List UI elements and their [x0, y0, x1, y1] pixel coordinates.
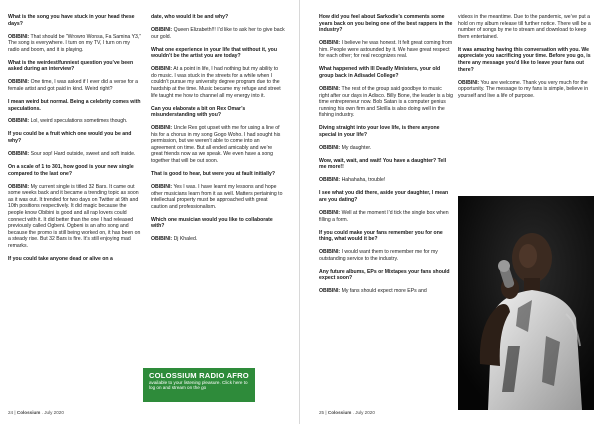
left-column-1 — [8, 14, 142, 269]
answer-text: You are welcome. Thank you very much for the opportunity. The message to my fans is simple, believe in yourself and live a life of purpose. — [458, 79, 589, 99]
speaker-label: OBIBINI: — [8, 118, 30, 125]
interview-answer — [319, 86, 453, 119]
speaker-label: OBIBINI: — [8, 79, 30, 86]
speaker-label: OBIBINI: — [458, 79, 480, 86]
interview-answer — [319, 145, 453, 152]
interview-question: What happened with Ill Deadly Ministers, your old group back in Adisadel College? — [319, 66, 441, 79]
speaker-label: OBIBINI: — [319, 249, 341, 256]
interview-question: Diving straight into your love life, is there anyone special in your life? — [319, 125, 440, 138]
page-number: 25 — [319, 410, 325, 415]
answer-text: Hahahaha, trouble! — [340, 177, 386, 184]
speaker-label: OBIBINI: — [8, 33, 30, 40]
interview-answer — [8, 34, 142, 54]
interview-answer — [319, 40, 453, 60]
interview-question: What is the weirdest/funniest question you’ve been asked during an interview? — [8, 59, 134, 73]
answer-text: Lol, weird speculations sometimes though. — [29, 118, 128, 125]
right-page — [300, 0, 600, 424]
interview-question: I mean weird but normal. Being a celebrity comes with speculations. — [8, 98, 141, 112]
interview-answer — [151, 184, 285, 210]
magazine-name: Colossium — [327, 410, 352, 415]
interview-question: If you could take anyone dead or alive on a — [8, 255, 113, 262]
interview-question: It was amazing having this conversation with you. We appreciate you sacrificing your time. Before you go, is there any message you’d like to leave your fans out there? — [458, 46, 591, 73]
interview-question: On a scale of 1 to 301, how good is your new single compared to the last one? — [8, 164, 134, 177]
interview-answer — [151, 66, 285, 99]
magazine-name: Colossium — [16, 410, 41, 415]
speaker-label: OBIBINI: — [319, 177, 341, 184]
speaker-label: OBIBINI: — [151, 236, 173, 243]
interview-question: I see what you did there, aside your daughter, I mean are you dating? — [319, 190, 449, 203]
answer-text: Sour sop! Hard outside, sweet and soft inside. — [29, 151, 136, 158]
artist-photo — [458, 196, 594, 410]
speaker-label: OBIBINI: — [151, 184, 173, 191]
speaker-label: OBIBINI: — [319, 209, 341, 216]
answer-text: At a point in life, I had nothing but my ability to do music. I was stuck in the streets for a while when I couldn’t pursue my university degree program due to the hardship at the time. Music became my refuge and street life taught me how to channel all my energy into it. — [151, 66, 281, 99]
interview-answer — [458, 14, 592, 40]
interview-answer — [8, 151, 142, 158]
issue-date: . July 2020 — [352, 410, 375, 415]
interview-question: What is the song you have stuck in your head these days? — [8, 14, 135, 27]
speaker-label: OBIBINI: — [8, 151, 30, 158]
answer-text: The rest of the group said goodbye to music right after our days in Adisco. Billy Bone, the leader is a big time entrepreneur now. Bob Satan is a computer genius running his own firm and Skrilla is also doing well in the fishing industry. — [319, 85, 454, 119]
right-column-1 — [319, 14, 453, 301]
page-footer-right: 25 | Colossium . July 2020 — [319, 410, 375, 415]
right-column-2 — [458, 14, 592, 106]
interview-answer — [8, 118, 142, 125]
interview-question: Any future albums, EPs or Mixtapes your fans should expect soon? — [319, 268, 450, 282]
radio-ad-banner[interactable] — [143, 368, 255, 402]
answer-text: Well at the moment I’d tick the single box when filling a form. — [319, 209, 449, 223]
speaker-label: OBIBINI: — [151, 26, 173, 33]
interview-answer — [458, 80, 592, 100]
answer-text: My current single is titled 32 Bars. It came out some weeks back and it became a trending topic as soon as it was out. It trended for two days on Twitter at 9th and 10th positions respectively. It did magic because the people know Obibini is good and all rap lovers could connect with it. It did better than the one I had released previously called Ogbeni. Ogbeni is an afro song and because the promo is still being worked on, it has been on a steady rise. But 32 Bars is fire. It’s still enjoying mad remarks. — [8, 183, 141, 249]
interview-answer — [8, 184, 142, 250]
answer-text: Yes I was. I have learnt my lessons and hope other musicians learn from it as well. Matters pertaining to intellectual property must be approached with great caution and professionalism. — [151, 184, 283, 210]
answer-text: videos in the meantime. Due to the pandemic, we’ve put a hold on my album release till further notice. There will be a number of songs by me to stream and download to keep them entertained. — [458, 14, 591, 40]
interview-question: Can you elaborate a bit on Rex Omar’s misunderstanding with you? — [151, 105, 246, 119]
interview-answer — [319, 288, 453, 295]
interview-question: If you could be a fruit which one would you be and why? — [8, 131, 132, 145]
interview-answer — [8, 79, 142, 92]
speaker-label: OBIBINI: — [319, 40, 341, 47]
interview-answer — [319, 177, 453, 184]
interview-question: date, who would it be and why? — [151, 14, 229, 20]
speaker-label: OBIBINI: — [319, 288, 341, 295]
ad-title: COLOSSIUM RADIO AFRO — [149, 371, 249, 380]
speaker-label: OBIBINI: — [8, 183, 30, 190]
interview-answer — [151, 125, 285, 165]
interview-answer — [151, 236, 285, 243]
speaker-label: OBIBINI: — [151, 125, 173, 132]
answer-text: I would want them to remember me for my outstanding service to the industry. — [319, 249, 438, 262]
speaker-label: OBIBINI: — [319, 85, 341, 92]
answer-text: Queen Elizabeth!!! I’d like to ask her to give back our gold. — [151, 26, 285, 40]
answer-text: I believe he was honest. It felt great coming from him. People were astounded by it. We have great respect for each other; for real recognizes real. — [319, 40, 453, 60]
interview-answer — [151, 27, 285, 40]
speaker-label: OBIBINI: — [319, 144, 341, 151]
interview-question: That is good to hear, but were you at fault initially? — [151, 171, 275, 178]
interview-question: How did you feel about Sarkodie’s comments some years back on you being one of the best rappers in the industry? — [319, 14, 453, 34]
page-footer-left: 24 | Colossium . July 2020 — [8, 410, 64, 415]
interview-answer — [319, 249, 453, 262]
interview-question: If you could make your fans remember you for one thing, what would it be? — [319, 229, 443, 243]
interview-question: Wow, wait, wait, and wait! You have a daughter? Tell me more!! — [319, 157, 447, 171]
answer-text: My fans should expect more EPs and — [340, 288, 427, 295]
speaker-label: OBIBINI: — [151, 66, 173, 73]
answer-text: Uncle Rex got upset with me for using a line of his for a chorus in my song Gogo Woho. I had sought his permission, but we weren’t able to come into an agreement on time. But all ended amicably and we’re great friends now as we speak. We even have a song together that will be out soon. — [151, 125, 281, 165]
page-number: 24 — [8, 410, 14, 415]
artist-silhouette-image — [458, 196, 594, 410]
answer-text: My daughter. — [340, 144, 372, 151]
answer-text: One time, I was asked if I ever did a verse for a female artist and got paid in kind. Weird right? — [8, 79, 138, 92]
answer-text: Dj Khaled. — [172, 236, 198, 243]
interview-answer — [319, 210, 453, 223]
answer-text: That should be “Wrowro Wonsa, Fa Samina Y3,” The song is everywhere. I turn on my TV, I turn on my radio and boom, and it is playing. — [8, 33, 142, 53]
ad-text: available to your listening pleasure. Click here to log on and stream on the go — [149, 380, 248, 391]
issue-date: . July 2020 — [41, 410, 64, 415]
interview-question: Which one musician would you like to collaborate with? — [151, 216, 273, 230]
left-column-2 — [151, 14, 285, 249]
interview-question: What one experience in your life that without it, you wouldn’t be the artist you are today? — [151, 46, 277, 60]
